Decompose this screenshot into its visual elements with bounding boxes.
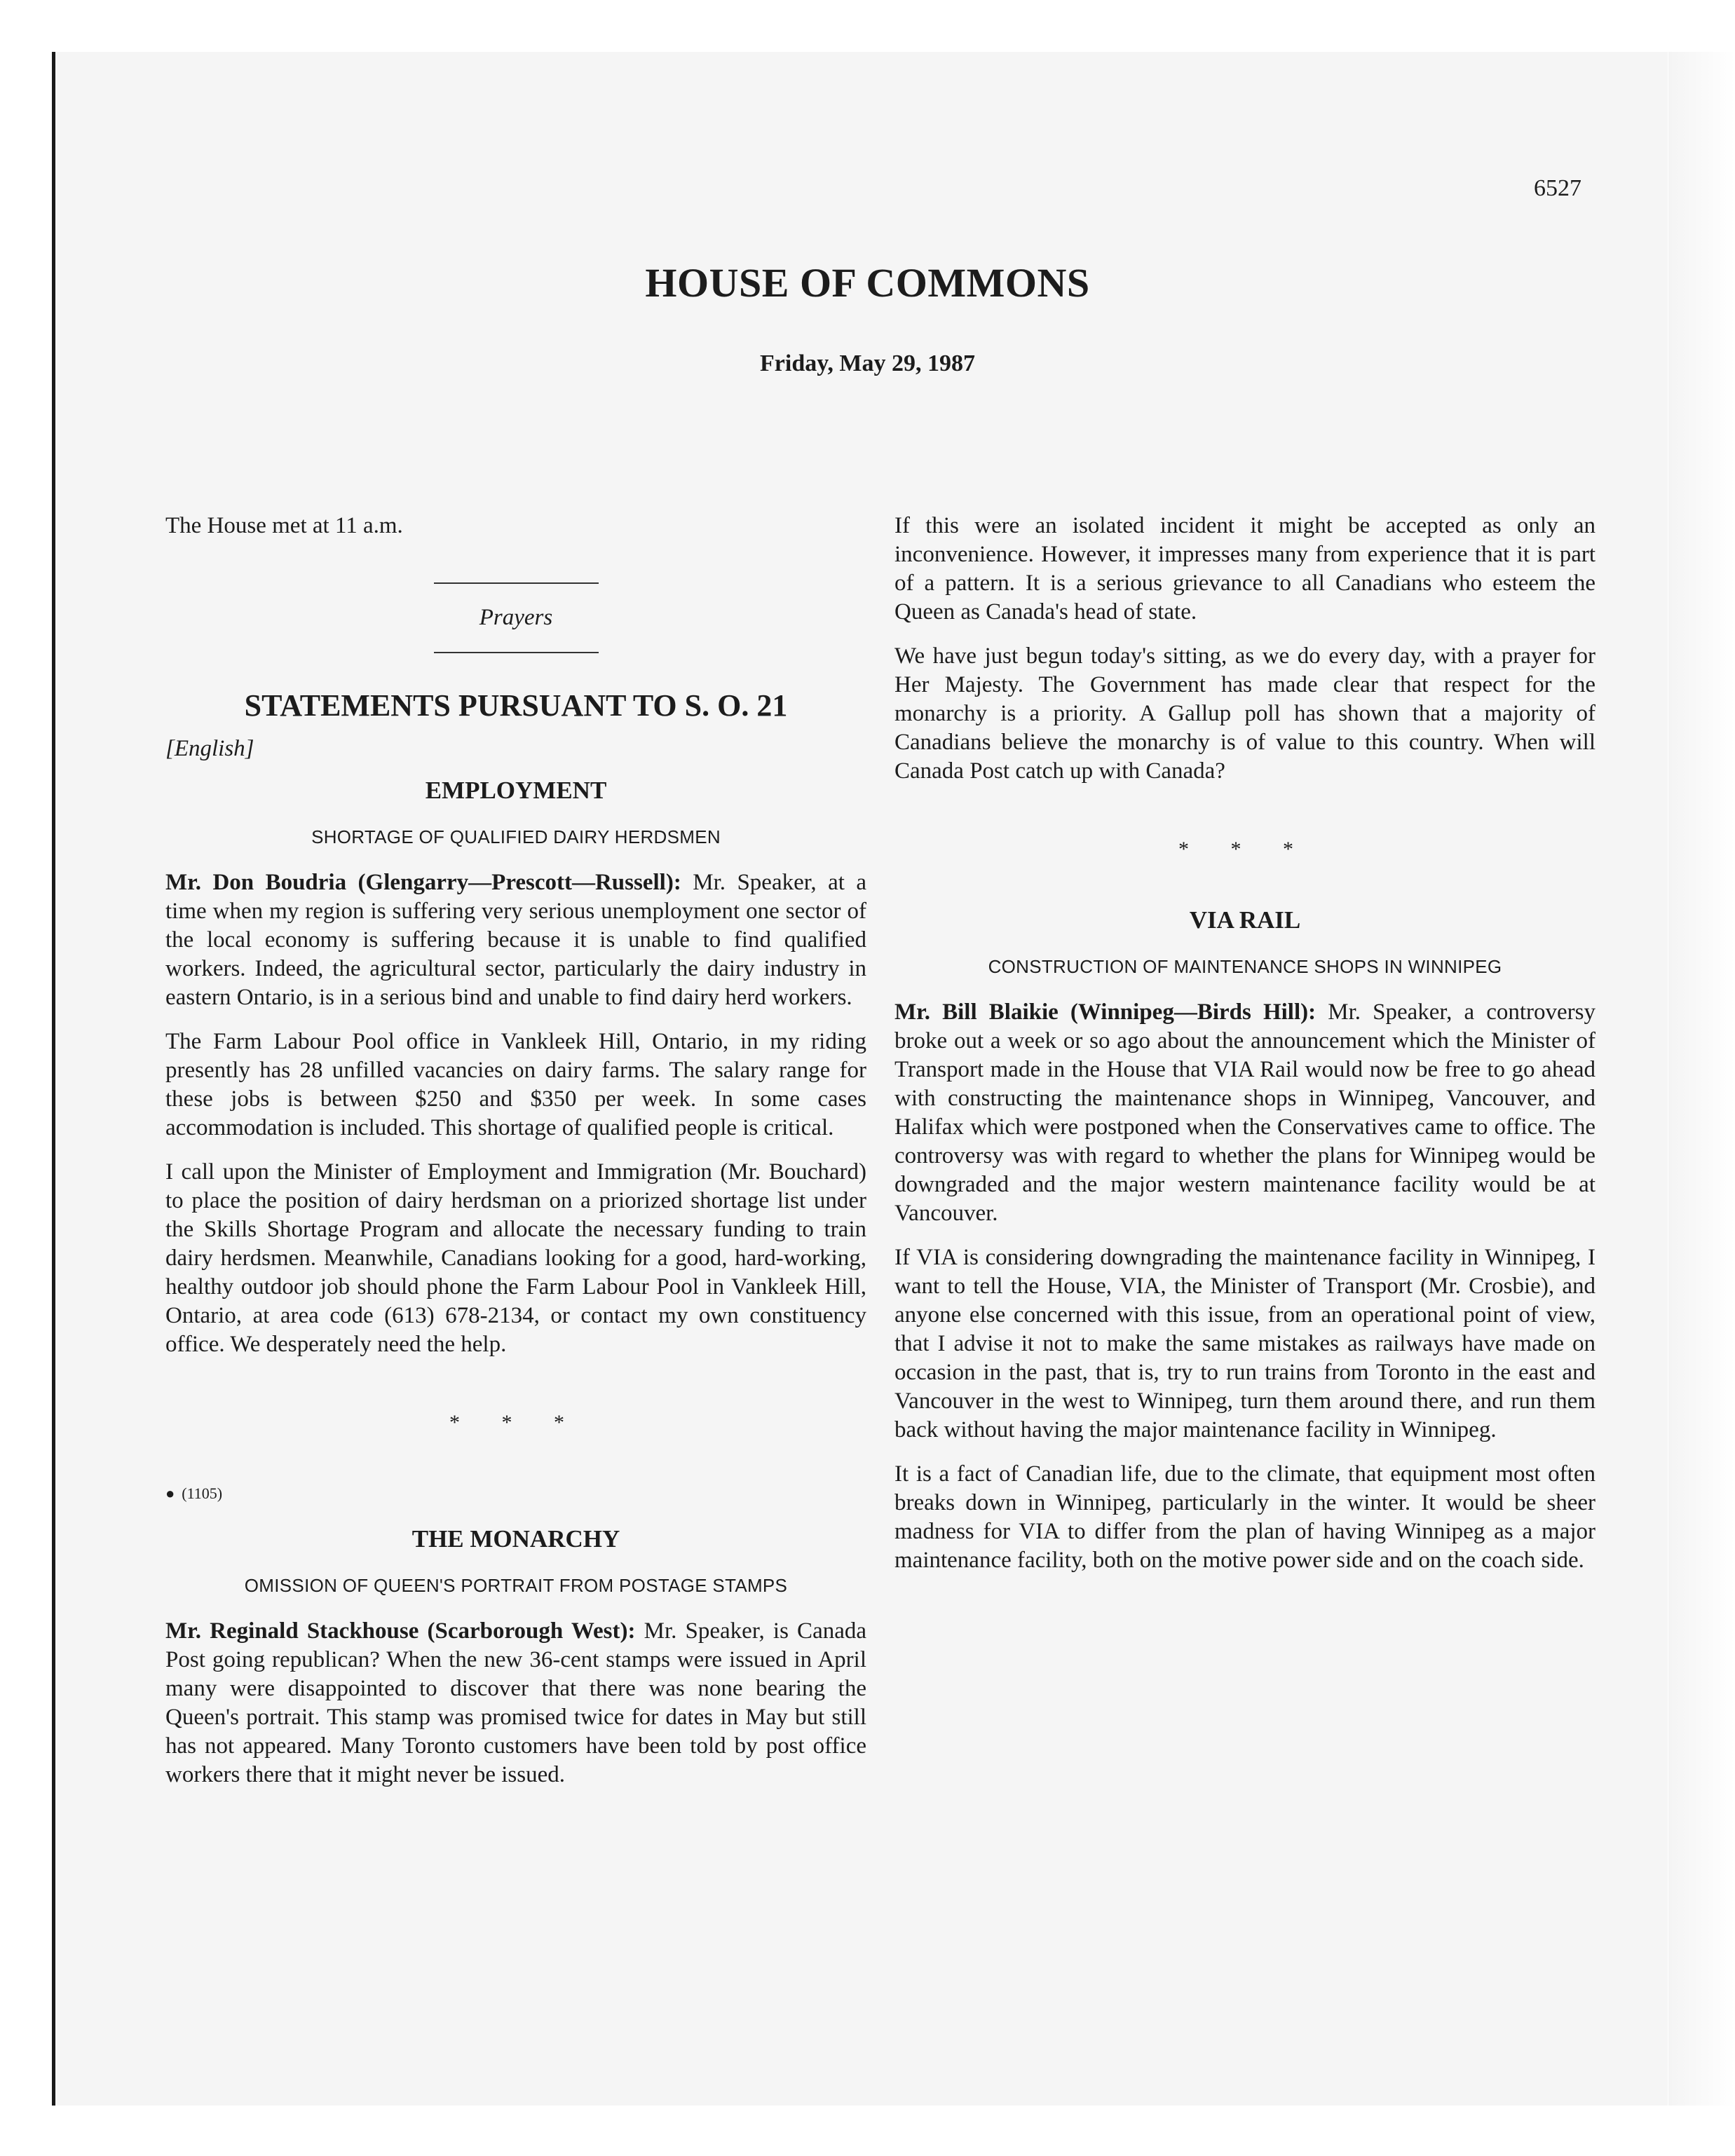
page-number: 6527 bbox=[1534, 175, 1581, 201]
statement-paragraph bbox=[894, 998, 1595, 1228]
time-marker-label: (1105) bbox=[182, 1485, 223, 1502]
subtopic-heading-employment: SHORTAGE OF QUALIFIED DAIRY HERDSMEN bbox=[311, 826, 721, 847]
topic-heading-via-rail: VIA RAIL bbox=[1189, 906, 1301, 934]
section-separator: * * * bbox=[449, 1411, 583, 1434]
left-column bbox=[165, 512, 866, 1789]
bullet-icon: ● bbox=[165, 1485, 175, 1502]
language-marker: [English] bbox=[165, 736, 254, 761]
prayers-label: Prayers bbox=[479, 605, 553, 630]
subtopic-heading-via-rail: CONSTRUCTION OF MAINTENANCE SHOPS IN WINNIPEG bbox=[988, 956, 1502, 977]
statement-paragraph bbox=[165, 1617, 866, 1789]
statement-paragraph: If VIA is considering downgrading the maintenance facility in Winnipeg, I want to tell the House, VIA, the Minister of Transport (Mr. Crosbie), and anyone else concerned with this issue, from an operational point of view, that I advise it not to make the same mistakes as railways have made on occasion in the past, that is, try to run trains from Toronto in the east and Vancouver in the west to Winnipeg, turn them around there, and run them back without having the major maintenance facility in Winnipeg. bbox=[894, 1245, 1595, 1442]
page-title: HOUSE OF COMMONS bbox=[645, 260, 1090, 306]
sitting-date: Friday, May 29, 1987 bbox=[760, 350, 975, 376]
statement-paragraph: The Farm Labour Pool office in Vankleek Hill, Ontario, in my riding presently has 28 unfilled vacancies on dairy farms. The salary range for these jobs is between $250 and $350 per week. In some cases accommodation is included. This shortage of qualified people is critical. bbox=[165, 1029, 866, 1140]
speaker-name: Mr. Don Boudria (Glengarry—Prescott—Russell): bbox=[165, 870, 681, 895]
statement-text: Mr. Speaker, is Canada Post going republican? When the new 36-cent stamps were issued in April many were disappointed to discover that there was none bearing the Queen's portrait. This stamp was promised twice for dates in May but still has not appeared. Many Toronto customers have been told by post office workers there that it might never be issued. bbox=[165, 1618, 867, 1787]
section-heading: STATEMENTS PURSUANT TO S. O. 21 bbox=[244, 688, 788, 723]
statement-paragraph: We have just begun today's sitting, as we do every day, with a prayer for Her Majesty. The Government has made clear that respect for the monarchy is a priority. A Gallup poll has shown that a majority of Canadians believe the monarchy is of value to this country. When will Canada Post catch up with Canada? bbox=[894, 643, 1595, 784]
section-separator: * * * bbox=[1178, 838, 1312, 861]
statement-paragraph: It is a fact of Canadian life, due to the climate, that equipment most often breaks down in Winnipeg, particularly in the winter. It would be sheer madness for VIA to differ from the plan of having Winnipeg as a major maintenance facility, both on the motive power side and on the coach side. bbox=[894, 1461, 1595, 1573]
statement-text: Mr. Speaker, at a time when my region is suffering very serious unemployment one sector of the local economy is suffering because it is unable to find qualified workers. Indeed, the agricultural sector, particularly the dairy industry in eastern Ontario, is in a serious bind and unable to find dairy herd workers. bbox=[165, 870, 866, 1010]
divider-rule bbox=[434, 652, 599, 653]
time-marker bbox=[165, 1479, 866, 1508]
speaker-name: Mr. Bill Blaikie (Winnipeg—Birds Hill): bbox=[894, 999, 1316, 1025]
topic-heading-monarchy: THE MONARCHY bbox=[411, 1525, 620, 1553]
divider-rule bbox=[434, 582, 599, 584]
speaker-name: Mr. Reginald Stackhouse (Scarborough West): bbox=[165, 1618, 636, 1644]
statement-text: Mr. Speaker, a controversy broke out a week or so ago about the announcement which the Minister of Transport made in the House that VIA Rail would now be free to go ahead with constructing the maintenance shops in Winnipeg, Vancouver, and Halifax which were postponed when the Conservatives came to office. The controversy was with regard to whether the plans for Winnipeg would be downgraded and the major western maintenance facility would be at Vancouver. bbox=[894, 999, 1595, 1226]
subtopic-heading-monarchy: OMISSION OF QUEEN'S PORTRAIT FROM POSTAGE STAMPS bbox=[244, 1575, 788, 1596]
right-column bbox=[894, 512, 1595, 1575]
statement-paragraph bbox=[165, 868, 866, 1012]
statement-paragraph: I call upon the Minister of Employment and Immigration (Mr. Bouchard) to place the position of dairy herdsman on a priorized shortage list under the Skills Shortage Program and allocate the necessary funding to train dairy herdsmen. Meanwhile, Canadians looking for a good, hard-working, healthy outdoor job should phone the Farm Labour Pool in Vankleek Hill, Ontario, at area code (613) 678-2134, or contact my own constituency office. We desperately need the help. bbox=[165, 1159, 866, 1357]
opening-statement: The House met at 11 a.m. bbox=[165, 513, 403, 538]
statement-paragraph: If this were an isolated incident it might be accepted as only an inconvenience. However, it impresses many from experience that it is part of a pattern. It is a serious grievance to all Canadians who esteem the Queen as Canada's head of state. bbox=[894, 513, 1595, 625]
topic-heading-employment: EMPLOYMENT bbox=[425, 777, 607, 804]
